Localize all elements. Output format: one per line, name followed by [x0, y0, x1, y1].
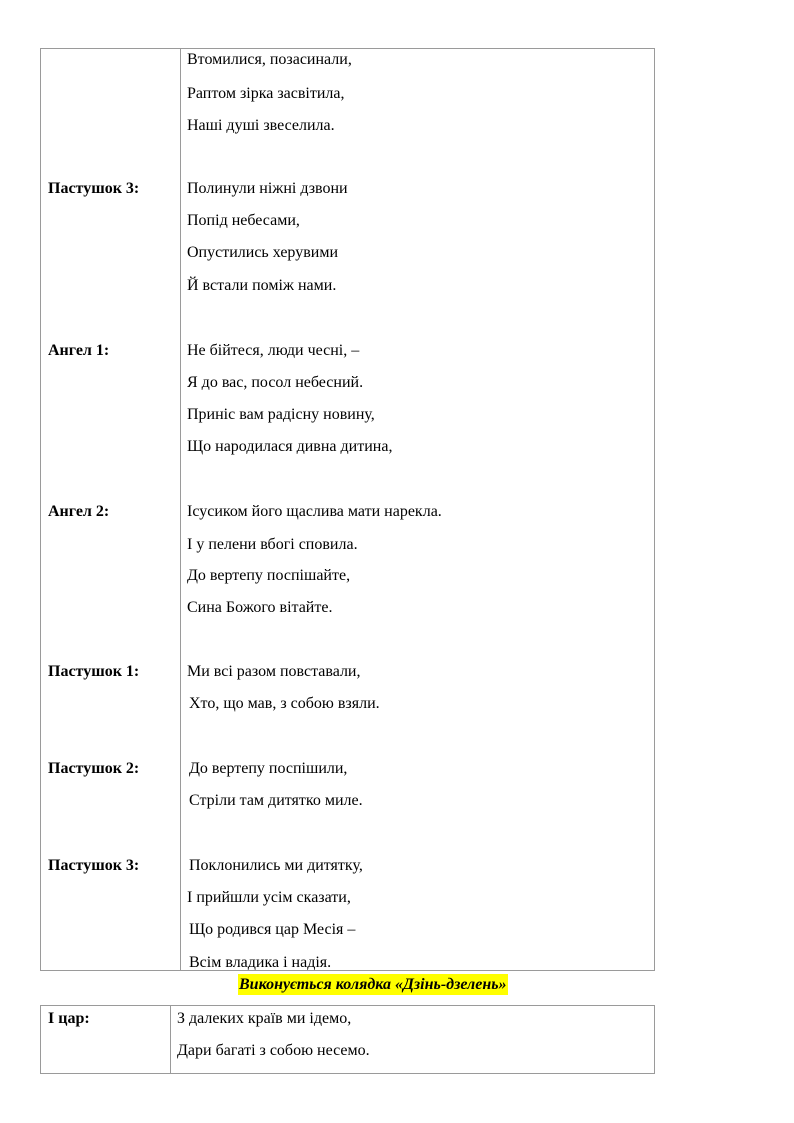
verse-line: До вертепу поспішайте,	[187, 567, 351, 584]
verse-line: Приніс вам радісну новину,	[187, 406, 375, 423]
speaker-label: Пастушок 3:	[48, 180, 140, 197]
verse-line: Дари багаті з собою несемо.	[177, 1042, 370, 1059]
verse-line: Наші душі звеселила.	[187, 117, 335, 134]
verse-line: До вертепу поспішили,	[189, 760, 348, 777]
speaker-label: Пастушок 1:	[48, 663, 140, 680]
verse-line: І у пелени вбогі сповила.	[187, 536, 358, 553]
verse-line: Хто, що мав, з собою взяли.	[189, 695, 380, 712]
verse-line: Я до вас, посол небесний.	[187, 374, 364, 391]
speaker-label: І цар:	[48, 1010, 90, 1027]
verse-line: Стріли там дитятко миле.	[189, 792, 363, 809]
verse-line: Втомилися, позасинали,	[187, 51, 352, 68]
verse-line: Що народилася дивна дитина,	[187, 438, 393, 455]
verse-line: Що родився цар Месія –	[189, 921, 356, 938]
verse-line: Всім владика і надія.	[189, 954, 332, 971]
verse-line: Раптом зірка засвітила,	[187, 85, 345, 102]
verse-line: Не бійтеся, люди чесні, –	[187, 342, 360, 359]
verse-line: І прийшли усім сказати,	[187, 889, 351, 906]
verse-line: Сина Божого вітайте.	[187, 599, 333, 616]
speaker-label: Пастушок 3:	[48, 857, 140, 874]
carol-stage-direction: Виконується колядка «Дзінь-дзелень»	[239, 976, 507, 993]
verse-line: Полинули ніжні дзвони	[187, 180, 348, 197]
verse-line: Поклонились ми дитятку,	[189, 857, 363, 874]
verse-line: Ми всі разом повставали,	[187, 663, 361, 680]
column-divider	[180, 49, 181, 970]
column-divider	[170, 1006, 171, 1073]
verse-line: Попід небесами,	[187, 212, 300, 229]
speaker-label: Ангел 2:	[48, 503, 110, 520]
verse-line: Й встали поміж нами.	[187, 277, 337, 294]
verse-line: Ісусиком його щаслива мати нарекла.	[187, 503, 442, 520]
verse-line: З далеких країв ми ідемо,	[177, 1010, 352, 1027]
verse-line: Опустились херувими	[187, 244, 339, 261]
speaker-label: Ангел 1:	[48, 342, 110, 359]
speaker-label: Пастушок 2:	[48, 760, 140, 777]
